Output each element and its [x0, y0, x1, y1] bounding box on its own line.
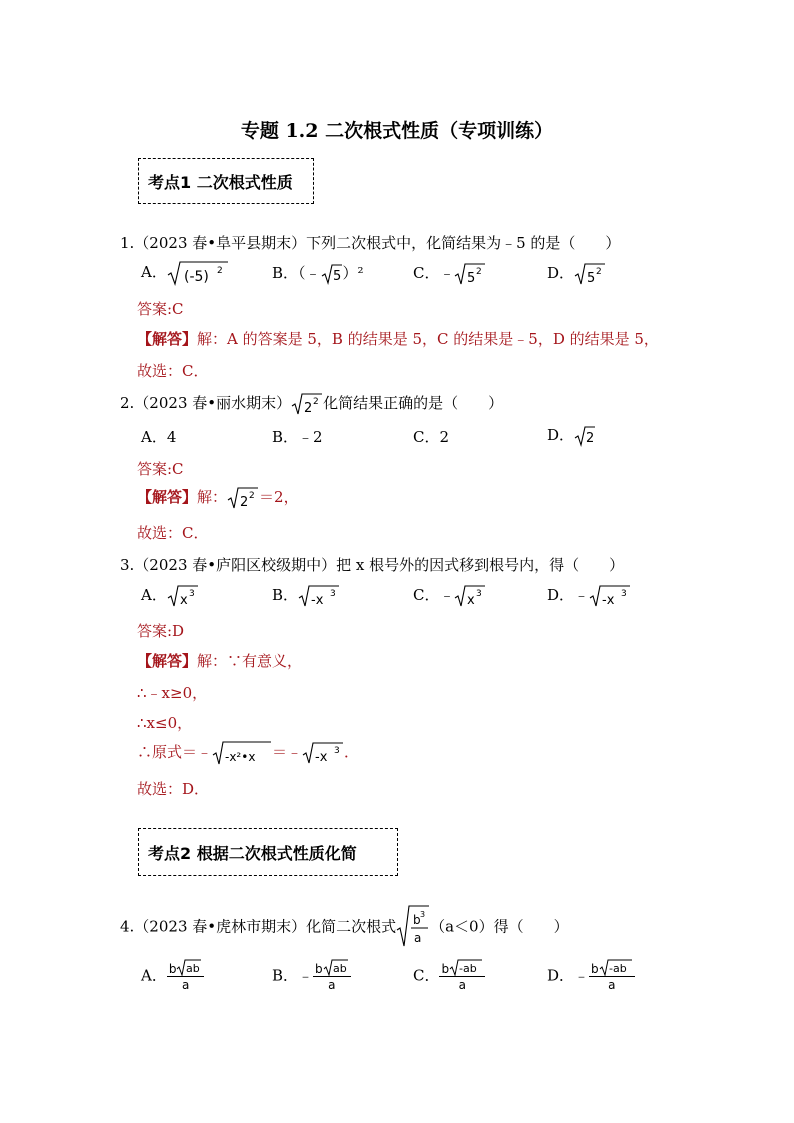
q3-option-a[interactable]: A． x 3 [141, 584, 199, 608]
q1-option-a[interactable]: A． (-5) 2 [141, 260, 229, 286]
radical-icon [574, 425, 596, 447]
svg-text:3: 3 [420, 910, 426, 919]
radical-icon [176, 958, 202, 976]
fraction: b ab a [313, 958, 351, 992]
q2-conclusion: 故选：C． [137, 524, 209, 542]
svg-text:2: 2 [304, 401, 313, 416]
radical-icon [167, 260, 229, 286]
question-1-stem: 1.（2023 春•阜平县期末）下列二次根式中，化简结果为﹣5 的是（ ） [120, 234, 621, 252]
svg-text:2: 2 [313, 397, 319, 407]
fraction: b -ab a [589, 958, 635, 992]
q3-answer: 答案:D [137, 622, 185, 640]
svg-text:-x²•x: -x²•x [225, 750, 256, 764]
q4-option-b[interactable]: B．﹣ b ab a [272, 958, 351, 992]
radical-icon [589, 584, 631, 608]
radical-icon [454, 584, 486, 608]
svg-text:(-5): (-5) [183, 269, 209, 285]
svg-text:2: 2 [216, 266, 223, 276]
svg-text:3: 3 [334, 746, 340, 756]
q3-solution-3: ∴x≤0， [137, 714, 193, 732]
svg-text:2: 2 [596, 267, 602, 277]
q1-option-d[interactable]: D． 5 2 [547, 262, 606, 286]
radical-icon [212, 740, 272, 766]
q2-option-d[interactable]: D． 2 [547, 426, 595, 446]
radical-icon [227, 486, 259, 510]
svg-text:3: 3 [330, 589, 336, 599]
radical-icon [599, 958, 633, 976]
q3-option-c[interactable]: C．﹣ x 3 [413, 584, 486, 608]
svg-text:x: x [467, 593, 476, 608]
fraction: b -ab a [439, 958, 485, 992]
radical-icon [167, 584, 199, 608]
q3-solution-1: 【解答】解：∵有意义， [137, 652, 303, 670]
radical-icon [454, 262, 486, 286]
q3-conclusion: 故选：D． [137, 780, 210, 798]
q3-option-d[interactable]: D．﹣ -x 3 [547, 584, 631, 608]
svg-text:-x: -x [315, 750, 328, 765]
radical-icon [302, 741, 344, 765]
q2-answer: 答案:C [137, 460, 184, 478]
svg-text:5: 5 [467, 271, 476, 286]
svg-text:x: x [179, 593, 188, 608]
svg-text:-ab: -ab [459, 962, 477, 975]
section-box-2 [138, 828, 398, 876]
svg-text:2: 2 [249, 491, 255, 501]
radical-icon [574, 262, 606, 286]
svg-text:-ab: -ab [608, 962, 627, 975]
svg-text:-x: -x [602, 593, 615, 608]
q3-solution-4: ∴原式＝﹣ -x²•x ＝﹣ -x 3 ． [137, 740, 359, 766]
section-label-2: 考点2 根据二次根式性质化简 [148, 843, 357, 863]
svg-text:3: 3 [476, 589, 483, 599]
q2-solution: 【解答】解： 2 2 ＝2， [137, 488, 299, 510]
svg-text:2: 2 [476, 267, 483, 277]
radical-icon [396, 904, 430, 948]
section-box-1 [138, 158, 314, 204]
svg-text:ab: ab [332, 962, 347, 975]
q2-option-b[interactable]: B．﹣2 [272, 428, 323, 446]
radical-icon [323, 958, 349, 976]
fraction: b ab a [167, 958, 205, 992]
svg-text:2: 2 [240, 495, 249, 510]
question-2-stem: 2.（2023 春•丽水期末） 2 2 化简结果正确的是（ ） [120, 394, 504, 416]
svg-text:-x: -x [311, 593, 324, 608]
radical-icon [321, 263, 343, 285]
svg-text:3: 3 [621, 589, 627, 599]
q1-option-b[interactable]: B．（﹣ 5 ）² [272, 264, 364, 284]
q1-solution: 【解答】解：A 的答案是 5，B 的结果是 5，C 的结果是﹣5，D 的结果是 5， [137, 330, 659, 348]
svg-text:2: 2 [586, 431, 595, 446]
q1-conclusion: 故选：C． [137, 362, 209, 380]
q1-answer: 答案:C [137, 300, 184, 318]
svg-text:3: 3 [188, 589, 195, 599]
page-title: 专题 1.2 二次根式性质（专项训练） [240, 120, 554, 142]
svg-text:a: a [414, 931, 422, 945]
svg-text:5: 5 [587, 271, 596, 286]
radical-icon [298, 584, 340, 608]
q3-option-b[interactable]: B． -x 3 [272, 584, 340, 608]
svg-text:5: 5 [332, 269, 341, 284]
question-3-stem: 3.（2023 春•庐阳区校级期中）把 x 根号外的因式移到根号内，得（ ） [120, 556, 625, 574]
q1-option-c[interactable]: C．﹣ 5 2 [413, 262, 486, 286]
radical-icon [291, 392, 323, 416]
q2-option-c[interactable]: C．2 [413, 428, 450, 446]
q4-option-c[interactable]: C． b -ab a [413, 958, 485, 992]
q4-option-a[interactable]: A． b ab a [141, 958, 204, 992]
radical-icon [449, 958, 483, 976]
question-4-stem: 4.（2023 春•虎林市期末）化简二次根式 b 3 a （a＜0）得（ ） [120, 904, 569, 948]
section-label-1: 考点1 二次根式性质 [148, 172, 293, 192]
q3-solution-2: ∴﹣x≥0， [137, 684, 208, 702]
svg-text:ab: ab [186, 962, 201, 975]
q2-option-a[interactable]: A．4 [141, 428, 177, 446]
q4-option-d[interactable]: D．﹣ b -ab a [547, 958, 635, 992]
svg-text:b: b [413, 913, 421, 927]
